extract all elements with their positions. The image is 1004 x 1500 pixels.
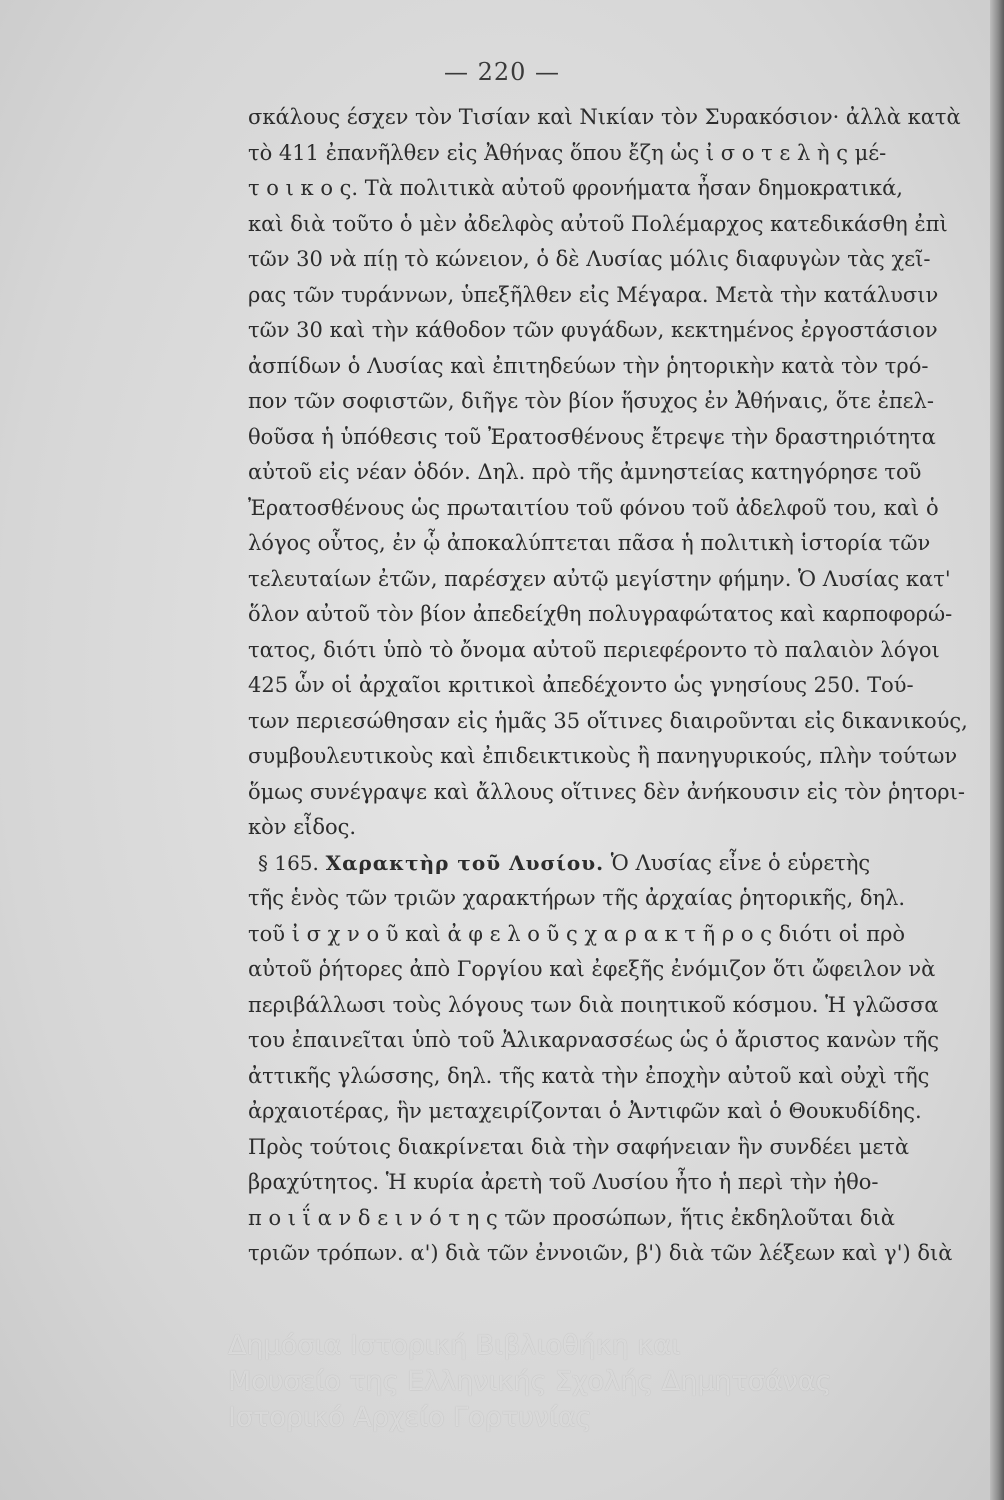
text-line: θοῦσα ἡ ὑπόθεσις τοῦ Ἐρατοσθένους ἔτρεψε τὴν δραστηριότητα — [248, 424, 936, 449]
section-heading-line — [248, 846, 988, 882]
text-line: τῆς ἑνὸς τῶν τριῶν χαρακτήρων τῆς ἀρχαίας ῥητορικῆς, δηλ. — [248, 886, 906, 910]
text-line: περιβάλλωσι τοὺς λόγους των διὰ ποιητικοῦ κόσμου. Ἡ γλῶσσα — [248, 992, 939, 1017]
body-text — [248, 100, 988, 1272]
section-heading: Χαρακτὴρ τοῦ Λυσίου. — [325, 850, 605, 875]
text-line: καὶ διὰ τοῦτο ὁ μὲν ἀδελφὸς αὐτοῦ Πολέμαρχος κατεδικάσθη ἐπὶ — [248, 211, 948, 236]
text-line: του ἐπαινεῖται ὑπὸ τοῦ Ἁλικαρνασσέως ὡς ὁ ἄριστος κανὼν τῆς — [248, 1028, 940, 1052]
watermark-line: Ιστορικό Αρχείο Γορτυνίας — [228, 1402, 592, 1433]
text-line: των περιεσώθησαν εἰς ἡμᾶς 35 οἵτινες διαιροῦνται εἰς δικανικούς, — [248, 708, 968, 733]
page-edge-shadow — [990, 0, 1004, 1500]
library-watermark — [228, 1328, 968, 1436]
text-line: τὸ 411 ἐπανῆλθεν εἰς Ἀθήνας ὅπου ἔζη ὡς ἰ σ ο τ ε λ ὴ ς μέ- — [248, 140, 887, 165]
text-line: βραχύτητος. Ἡ κυρία ἀρετὴ τοῦ Λυσίου ἦτο ἡ περὶ τὴν ἠθο- — [248, 1170, 879, 1194]
text-line: 425 ὧν οἱ ἀρχαῖοι κριτικοὶ ἀπεδέχοντο ὡς γνησίους 250. Τού- — [248, 673, 914, 697]
text-line: τατος, διότι ὑπὸ τὸ ὄνομα αὐτοῦ περιεφέροντο τὸ παλαιὸν λόγοι — [248, 637, 940, 662]
text-line: τοῦ ἰ σ χ ν ο ῦ καὶ ἀ φ ε λ ο ῦ ς χ α ρ α κ τ ῆ ρ ο ς διότι οἱ πρὸ — [248, 921, 906, 946]
text-line: τελευταίων ἐτῶν, παρέσχεν αὐτῷ μεγίστην φήμην. Ὁ Λυσίας κατ' — [248, 566, 951, 591]
text-line: Ἐρατοσθένους ὡς πρωταιτίου τοῦ φόνου τοῦ ἀδελφοῦ του, καὶ ὁ — [248, 495, 939, 520]
text-line: τ ο ι κ ο ς. Τὰ πολιτικὰ αὐτοῦ φρονήματα ἦσαν δημοκρατικά, — [248, 176, 903, 200]
text-line: π ο ι ΐ α ν δ ε ι ν ό τ η ς τῶν προσώπων, ἥτις ἐκδηλοῦται διὰ — [248, 1205, 895, 1230]
text-line: ἀσπίδων ὁ Λυσίας καὶ ἐπιτηδεύων τὴν ῥητορικὴν κατὰ τὸν τρό- — [248, 353, 929, 378]
text-line: ἀρχαιοτέρας, ἣν μεταχειρίζονται ὁ Ἀντιφῶν καὶ ὁ Θουκυδίδης. — [248, 1099, 922, 1123]
text-line: σκάλους έσχεν τὸν Τισίαν καὶ Νικίαν τὸν Συρακόσιον· ἀλλὰ κατὰ — [248, 105, 961, 129]
text-line: τῶν 30 νὰ πίῃ τὸ κώνειον, ὁ δὲ Λυσίας μόλις διαφυγὼν τὰς χεῖ- — [248, 247, 931, 271]
text-line: λόγος οὗτος, ἐν ᾧ ἀποκαλύπτεται πᾶσα ἡ πολιτικὴ ἱστορία τῶν — [248, 531, 931, 555]
text-line: Πρὸς τούτοις διακρίνεται διὰ τὴν σαφήνειαν ἣν συνδέει μετὰ — [248, 1134, 910, 1159]
text-line: τῶν 30 καὶ τὴν κάθοδον τῶν φυγάδων, κεκτημένος ἐργοστάσιον — [248, 318, 938, 342]
watermark-line: Δημόσια Ιστορική Βιβλιοθήκη και — [228, 1330, 681, 1361]
text-line: ρας τῶν τυράννων, ὑπεξῆλθεν εἰς Μέγαρα. Μετὰ τὴν κατάλυσιν — [248, 282, 939, 307]
text-line: κὸν εἶδος. — [248, 815, 357, 839]
page-number: — 220 — — [443, 58, 561, 86]
text-line: ἀττικῆς γλώσσης, δηλ. τῆς κατὰ τὴν ἐποχὴν αὐτοῦ καὶ οὐχὶ τῆς — [248, 1063, 930, 1088]
text-line: αὐτοῦ ῥήτορες ἀπὸ Γοργίου καὶ ἐφεξῆς ἐνόμιζον ὅτι ὤφειλον νὰ — [248, 957, 936, 981]
text-line: πον τῶν σοφιστῶν, διῆγε τὸν βίον ἥσυχος ἐν Ἀθήναις, ὅτε ἐπελ- — [248, 389, 934, 413]
text-line: ὅμως συνέγραψε καὶ ἄλλους οἵτινες δὲν ἀνήκουσιν εἰς τὸν ῥητορι- — [248, 779, 965, 804]
text-line: αὐτοῦ εἰς νέαν ὁδόν. Δηλ. πρὸ τῆς ἀμνηστείας κατηγόρησε τοῦ — [248, 460, 922, 484]
section-first-line: Ὁ Λυσίας εἶνε ὁ εὑρετὴς — [610, 850, 871, 875]
text-line: ὅλον αὐτοῦ τὸν βίον ἀπεδείχθη πολυγραφώτατος καὶ καρποφορώ- — [248, 602, 953, 626]
section-number: § 165. — [258, 850, 319, 875]
text-line: τριῶν τρόπων. α') διὰ τῶν ἐννοιῶν, β') διὰ τῶν λέξεων καὶ γ') διὰ — [248, 1241, 953, 1265]
watermark-line: Μουσείο της Ελληνικής Σχολής Δημητσάνας — [228, 1366, 832, 1397]
text-line: συμβουλευτικοὺς καὶ ἐπιδεικτικοὺς ἢ πανηγυρικούς, πλὴν τούτων — [248, 744, 958, 768]
